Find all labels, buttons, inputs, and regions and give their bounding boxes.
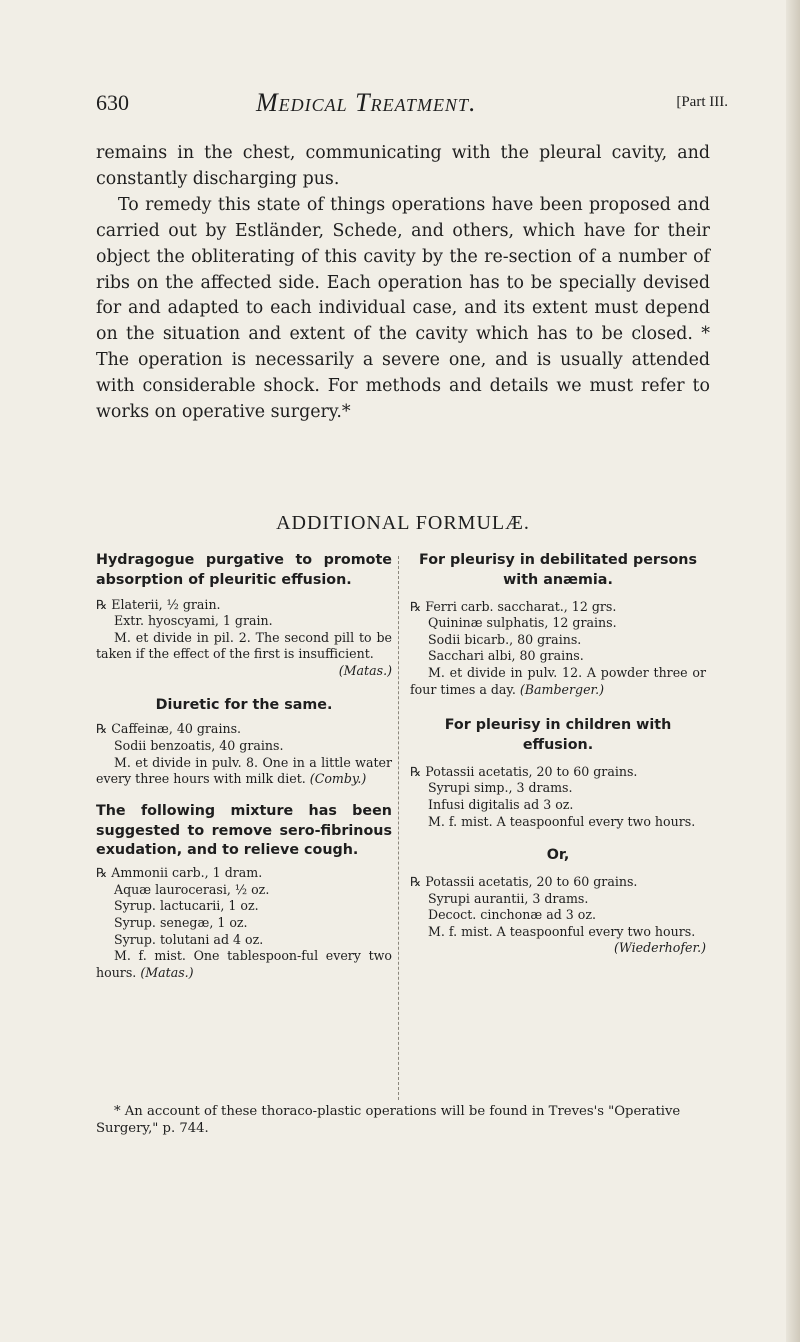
formula-heading: Diuretic for the same. — [155, 696, 333, 713]
ingredient-line: ℞ Ferri carb. saccharat., 12 grs. — [410, 598, 617, 614]
formula-direction — [410, 924, 706, 941]
formula-block — [96, 696, 392, 788]
body-text — [96, 141, 710, 426]
right-column — [410, 551, 706, 957]
formula-heading: For pleurisy in debilitated persons with anæmia. — [419, 552, 697, 588]
formula-direction — [96, 755, 392, 788]
direction-text: M. et divide in pil. 2. The second pill to be taken if the effect of the first is insufficient. — [96, 629, 392, 662]
formula-author: (Wiederhofer.) — [613, 940, 706, 956]
ingredient-line: ℞ Potassii acetatis, 20 to 60 grains. — [410, 763, 638, 779]
footnote: * An account of these thoraco-plastic operations will be found in Treves's "Operative Surgery," p. 744. — [96, 1104, 681, 1136]
formula-direction — [96, 630, 392, 663]
column-divider — [398, 556, 400, 1100]
ingredient-line: ℞ Elaterii, ½ grain. — [96, 596, 221, 612]
formula-heading: The following mixture has been suggested to remove sero-fibrinous exudation, and to relieve cough. — [96, 802, 392, 859]
direction-text: M. et divide in pulv. 8. One in a little water every three hours with milk diet. — [96, 754, 392, 787]
direction-text: M. f. mist. A teaspoonful every two hours. — [428, 923, 696, 939]
left-column — [96, 551, 392, 981]
section-title: ADDITIONAL FORMULÆ. — [276, 512, 530, 534]
ingredient-line: ℞ Potassii acetatis, 20 to 60 grains. — [410, 873, 638, 889]
ingredient-line: Sacchari albi, 80 grains. — [428, 648, 584, 664]
ingredient-line: Decoct. cinchonæ ad 3 oz. — [428, 907, 597, 923]
formula-author: (Matas.) — [338, 662, 392, 678]
ingredient-line: Quininæ sulphatis, 12 grains. — [428, 615, 617, 631]
page-number: 630 — [96, 90, 129, 115]
ingredient-line: Syrup. tolutani ad 4 oz. — [114, 931, 264, 947]
ingredient-line: Infusi digitalis ad 3 oz. — [428, 796, 574, 812]
formula-direction — [410, 814, 706, 831]
formula-heading: Or, — [546, 847, 570, 864]
direction-text: M. f. mist. A teaspoonful every two hours. — [428, 813, 696, 829]
formula-block — [410, 716, 706, 830]
page-edge — [786, 0, 800, 1342]
ingredient-line: Syrup. senegæ, 1 oz. — [114, 914, 248, 930]
formula-author: (Matas.) — [140, 964, 194, 980]
ingredient-line: Sodii benzoatis, 40 grains. — [114, 737, 284, 753]
formula-direction — [96, 948, 392, 981]
part-label: [Part III. — [676, 94, 728, 110]
ingredient-line: Syrupi aurantii, 3 drams. — [428, 890, 589, 906]
ingredient-line: Extr. hyoscyami, 1 grain. — [114, 613, 273, 629]
ingredient-line: Aquæ laurocerasi, ½ oz. — [114, 881, 270, 897]
direction-text: M. f. mist. One tablespoon-ful every two hours. — [96, 948, 392, 980]
paragraph: remains in the chest, communicating with the pleural cavity, and constantly discharging pus. — [96, 143, 710, 189]
formula-block — [410, 551, 706, 698]
page-header — [96, 88, 728, 124]
paragraph: To remedy this state of things operations have been proposed and carried out by Estländer, Schede, and others, which have for their object the obliterating of this cavity by the re-section of a number of ribs on the affected side. Each operation has to be specially devised for and adapted to each individual case, and its extent must depend on the situation and extent of the cavity which has to be closed. * The operation is necessarily a severe one, and is usually attended with considerable shock. For methods and details we must refer to works on operative surgery.* — [96, 194, 710, 423]
formula-heading: Hydragogue purgative to promote absorption of pleuritic effusion. — [96, 552, 392, 588]
ingredient-line: Syrupi simp., 3 drams. — [428, 780, 573, 796]
direction-text: M. et divide in pulv. 12. A powder three or four times a day. — [410, 664, 706, 697]
ingredient-line: ℞ Caffeinæ, 40 grains. — [96, 721, 242, 737]
ingredient-line: Syrup. lactucarii, 1 oz. — [114, 898, 259, 914]
formula-heading: For pleurisy in children with effusion. — [444, 717, 672, 753]
formula-block — [96, 802, 392, 982]
formula-block — [410, 846, 706, 957]
formula-author: (Bamberger.) — [519, 681, 605, 697]
formula-author: (Comby.) — [309, 771, 367, 787]
formula-block — [96, 551, 392, 680]
ingredient-line: ℞ Ammonii carb., 1 dram. — [96, 865, 263, 881]
formula-direction — [410, 665, 706, 698]
running-title: Medical Treatment. — [256, 88, 477, 117]
ingredient-line: Sodii bicarb., 80 grains. — [428, 631, 582, 647]
